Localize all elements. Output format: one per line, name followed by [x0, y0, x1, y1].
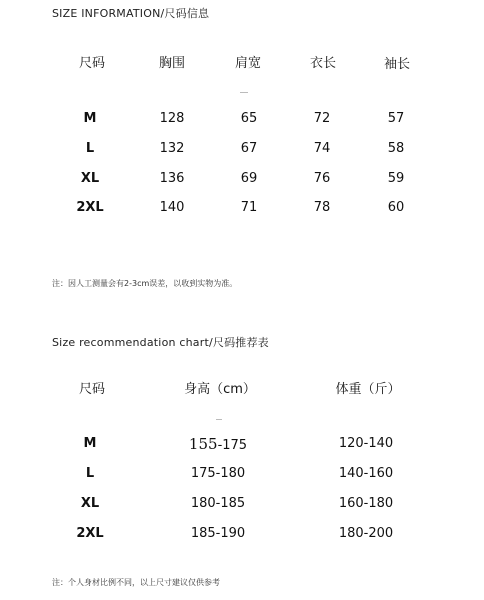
table-cell: 76: [313, 171, 331, 186]
table-cell: M: [83, 436, 97, 451]
table-cell: 180-200: [338, 526, 394, 541]
table-cell: 128: [159, 111, 185, 126]
table-cell: 2XL: [76, 526, 104, 541]
table-cell: 57: [387, 111, 405, 126]
table-cell: 136: [159, 171, 185, 186]
table-cell: 132: [159, 141, 185, 156]
table-cell: 78: [313, 200, 331, 215]
table-cell: 140: [159, 200, 185, 215]
header-chest: 胸围: [158, 56, 186, 71]
table-cell: M: [83, 111, 97, 126]
header-sleeve: 袖长: [383, 57, 411, 72]
size-information-note: 注：因人工测量会有2-3cm误差，以收到实物为准。: [52, 279, 238, 288]
size-information-title: SIZE INFORMATION/尺码信息: [52, 7, 210, 20]
table-cell: 180-185: [190, 496, 246, 511]
header-weight: 体重（斤）: [335, 382, 401, 397]
table-cell: 67: [240, 141, 258, 156]
table-cell: XL: [80, 171, 100, 186]
header-length: 衣长: [309, 56, 337, 71]
table-cell: 120-140: [338, 436, 394, 451]
header-size: 尺码: [78, 382, 106, 397]
table-cell: 74: [313, 141, 331, 156]
table-cell: 72: [313, 111, 331, 126]
table-cell: L: [85, 141, 95, 156]
table-cell: 59: [387, 171, 405, 186]
table-cell: XL: [80, 496, 100, 511]
table-cell: 58: [387, 141, 405, 156]
artifact-mark: [216, 419, 222, 420]
size-recommendation-note: 注：个人身材比例不同，以上尺寸建议仅供参考: [52, 578, 220, 587]
table-cell: 60: [387, 200, 405, 215]
header-height: 身高（cm）: [184, 382, 256, 397]
header-size: 尺码: [78, 56, 106, 71]
header-shoulder: 肩宽: [234, 56, 262, 71]
table-cell: 140-160: [338, 466, 394, 481]
table-cell: 160-180: [338, 496, 394, 511]
artifact-mark: [240, 92, 248, 93]
size-recommendation-title: Size recommendation chart/尺码推荐表: [52, 336, 269, 349]
table-cell: 65: [240, 111, 258, 126]
table-cell: 69: [240, 171, 258, 186]
table-cell: L: [85, 466, 95, 481]
table-cell: 185-190: [190, 526, 246, 541]
table-cell: 155-175: [188, 435, 248, 453]
table-cell: 71: [240, 200, 258, 215]
height-range-end: -175: [217, 438, 248, 453]
table-cell: 175-180: [190, 466, 246, 481]
table-cell: 2XL: [76, 200, 104, 215]
